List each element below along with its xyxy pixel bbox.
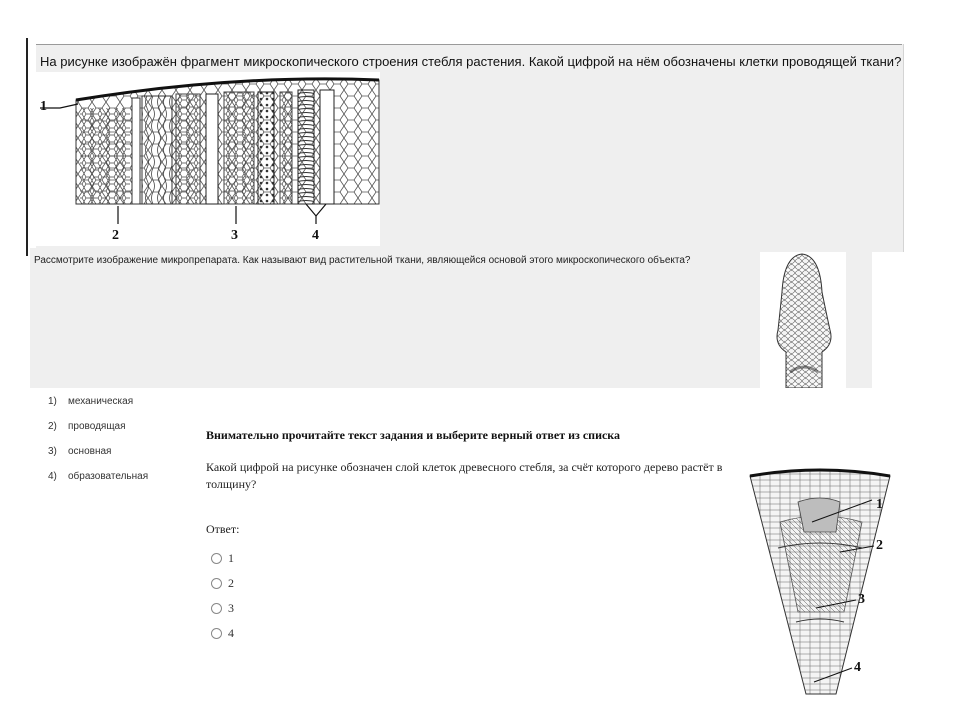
option-1[interactable]: 1) механическая: [48, 396, 134, 407]
figure1-label-2: 2: [112, 228, 119, 243]
figure3-label-1: 1: [876, 497, 883, 512]
figure1-label-1: 1: [40, 99, 47, 114]
answer-choice-4[interactable]: 4: [211, 621, 234, 646]
question1-text: На рисунке изображён фрагмент микроскопического строения стебля растения. Какой цифрой на нём обозначены клетки проводящей ткани?: [40, 54, 902, 69]
answer-choice-3[interactable]: 3: [211, 596, 234, 621]
option-3[interactable]: 3) основная: [48, 446, 112, 457]
figure3-label-4: 4: [854, 660, 861, 675]
option-4[interactable]: 4) образовательная: [48, 471, 149, 482]
answer-choice-1[interactable]: 1: [211, 546, 234, 571]
option-2[interactable]: 2) проводящая: [48, 421, 126, 432]
radio-button[interactable]: [211, 603, 222, 614]
question2-options: [48, 396, 148, 496]
figure1-label-3: 3: [231, 228, 238, 243]
left-divider: [26, 38, 28, 256]
stem-section-illustration: [36, 72, 380, 246]
answer-choices: [211, 546, 234, 646]
question2-text: Рассмотрите изображение микропрепарата. Как называют вид растительной ткани, являющейся основой этого микроскопического объекта?: [34, 255, 691, 266]
figure1-label-4: 4: [312, 228, 319, 243]
answer-choice-2[interactable]: 2: [211, 571, 234, 596]
root-tip-micrograph: [760, 252, 846, 388]
radio-button[interactable]: [211, 553, 222, 564]
figure3-label-2: 2: [876, 538, 883, 553]
question3-text: Какой цифрой на рисунке обозначен слой клеток древесного стебля, за счёт которого дерево растёт в толщину?: [206, 460, 723, 491]
radio-button[interactable]: [211, 578, 222, 589]
radio-button[interactable]: [211, 628, 222, 639]
answer-label: Ответ:: [206, 522, 240, 536]
question3-instruction: Внимательно прочитайте текст задания и выберите верный ответ из списка: [206, 428, 621, 442]
top-divider: [36, 44, 902, 45]
question2-panel: [30, 248, 872, 388]
figure3-label-3: 3: [858, 592, 865, 607]
